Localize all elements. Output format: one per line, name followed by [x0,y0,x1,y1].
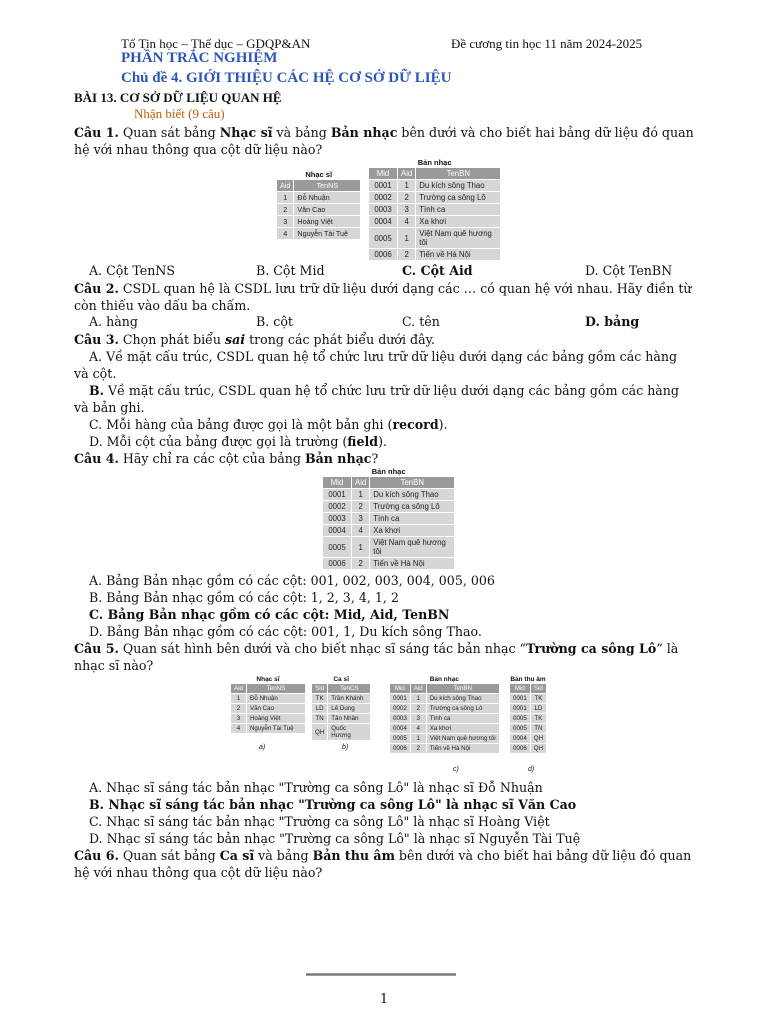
q2-option-c: C. tên [402,314,440,329]
table-title: Bản nhạc [371,467,406,476]
table-cell: 0004 [390,724,410,733]
table-cell: Xa khơi [427,724,499,733]
question-6-line2: hệ với nhau thông qua cột dữ liệu nào? [74,865,323,880]
q1-option-b: B. Cột Mid [256,263,325,278]
table-cell: 0006 [390,744,410,753]
table-cell: 2 [398,192,415,203]
table-row [277,216,360,227]
table-row [369,228,500,248]
q5-table-ban-thu-am: Bản thu âm Mid Sid 0001 TK 0001 LD 0005 TK 0005 TN 0004 QH 0006 QH [510,676,546,752]
data-table [311,683,371,741]
table-row [369,249,500,260]
table-cell: 0002 [390,704,410,713]
table-cell: TK [531,694,546,703]
table-cell: 0001 [510,694,530,703]
q2-option-d: D. bảng [585,314,640,329]
table-cell: 2 [352,558,369,569]
table-header-cell: Aid [231,684,246,693]
table-cell: Việt Nam quê hương tôi [370,537,454,557]
table-row [390,704,499,713]
table-row [510,724,546,733]
table-cell: Trường ca sông Lô [370,501,454,512]
question-4: Câu 4. Hãy chỉ ra các cột của bảng Bản nhạc? [74,451,379,466]
q4-option-b: B. Bảng Bản nhạc gồm có các cột: 1, 2, 3, 4, 1, 2 [89,590,399,605]
table-row [510,734,546,743]
q4-option-c: C. Bảng Bản nhạc gồm có các cột: Mid, Aid, TenBN [89,607,450,622]
table-cell: Trần Khánh [328,694,370,703]
table-row [510,704,546,713]
table-cell: Đỗ Nhuận [294,192,360,203]
table-row [390,744,499,753]
q5-table-ban-nhac: Bản nhạc Mid Aid TenBN 0001 1 Du kích sông Thao 0002 2 Trường ca sông Lô 0003 3 Tình ca 0004 4 Xa khơi 0005 1 Việt Nam quê hương tôi 0006 2 Tiến về Hà Nội [389,676,500,754]
table-row [510,714,546,723]
table-cell: Văn Cao [294,204,360,215]
figure-label-c: c) [453,766,459,773]
q3-option-a: A. Về mặt cấu trúc, CSDL quan hệ tổ chức lưu trữ dữ liệu dưới dạng các bảng gồm các hàng [89,349,678,364]
lesson-title: BÀI 13. CƠ SỞ DỮ LIỆU QUAN HỆ [74,90,282,105]
table-cell: 3 [231,714,246,723]
table-cell: 4 [231,724,246,733]
table-cell: 3 [277,216,293,227]
table-row [277,192,360,203]
table-header-cell: Aid [398,168,415,179]
table-header-cell: TenNS [294,180,360,191]
table-cell: 1 [352,537,369,557]
q5-option-b: B. Nhạc sĩ sáng tác bản nhạc "Trường ca sông Lô" là nhạc sĩ Văn Cao [89,797,577,812]
question-2-line2: còn thiếu vào dấu ba chấm. [74,298,251,313]
table-cell: 0005 [369,228,397,248]
data-table [368,167,501,261]
table-row [277,180,360,191]
table-cell: 4 [398,216,415,227]
table-cell: 0003 [323,513,351,524]
table-row [510,694,546,703]
table-header-cell: Aid [411,684,426,693]
table-cell: 0001 [369,180,397,191]
table-row [323,513,454,524]
section-title: PHẦN TRẮC NGHIỆM [121,50,278,66]
table-row [390,694,499,703]
table-title: Bản nhạc [417,158,452,167]
table-row [312,684,370,693]
table-row [390,714,499,723]
table-row [390,684,499,693]
table-cell: 0005 [390,734,410,743]
table-cell: 2 [411,704,426,713]
page-number: 1 [379,992,389,1007]
question-1-line2: hệ với nhau thông qua cột dữ liệu nào? [74,142,323,157]
data-table [230,683,306,734]
table-cell: Lê Dung [328,704,370,713]
table-cell: 1 [231,694,246,703]
table-header-cell: Mid [390,684,410,693]
table-cell: 4 [277,228,293,239]
table-cell: 0001 [323,489,351,500]
table-cell: TN [312,714,327,723]
table-cell: Trường ca sông Lô [416,192,500,203]
table-cell: 2 [352,501,369,512]
q3-option-a-line2: và cột. [74,366,117,381]
table-row [312,714,370,723]
level-label: Nhận biết (9 câu) [134,106,225,121]
question-2: Câu 2. CSDL quan hệ là CSDL lưu trữ dữ liệu dưới dạng các … có quan hệ với nhau. Hãy điền từ [74,281,692,296]
question-6: Câu 6. Quan sát bảng Ca sĩ và bảng Bản thu âm bên dưới và cho biết hai bảng dữ liệu đó quan [74,848,692,863]
question-3: Câu 3. Chọn phát biểu sai trong các phát biểu dưới đây. [74,332,436,347]
q5-table-ca-si: Ca sĩ Sid TenCS TK Trần Khánh LD Lê Dung TN Tân Nhân QH Quốc Hương [311,676,371,741]
table-cell: Nguyễn Tài Tuệ [294,228,360,239]
q4-option-a: A. Bảng Bản nhạc gồm có các cột: 001, 002, 003, 004, 005, 006 [89,573,495,588]
table-row [231,704,305,713]
table-header-cell: Sid [312,684,327,693]
topic-title: Chủ đề 4. GIỚI THIỆU CÁC HỆ CƠ SỞ DỮ LIỆU [121,70,452,86]
table-cell: Tiến về Hà Nội [427,744,499,753]
table-cell: 0004 [369,216,397,227]
table-row [323,537,454,557]
question-label: Câu 3. [74,332,119,347]
table-header-cell: Sid [531,684,546,693]
table-row [323,558,454,569]
question-label: Câu 5. [74,641,119,656]
table-row [369,168,500,179]
table-row [323,489,454,500]
table-cell: 0002 [323,501,351,512]
table-cell: 4 [411,724,426,733]
footer-divider [306,973,456,976]
table-row [369,192,500,203]
table-header-cell: Mid [323,477,351,488]
table-cell: Tân Nhân [328,714,370,723]
table-cell: 0006 [323,558,351,569]
data-table [322,476,455,570]
table-cell: Tình ca [370,513,454,524]
figure-label-a: a) [259,744,266,751]
table-row [312,704,370,713]
table-cell: Đỗ Nhuận [247,694,305,703]
table-cell: Hoàng Việt [294,216,360,227]
table-cell: 3 [352,513,369,524]
table-header-cell: Aid [277,180,293,191]
data-table [509,683,547,754]
figure-label-b: b) [342,744,349,751]
table-cell: 0001 [510,704,530,713]
q1-option-c: C. Cột Aid [402,263,473,278]
table-cell: 0003 [369,204,397,215]
table-cell: Việt Nam quê hương tôi [416,228,500,248]
table-row [323,525,454,536]
header-left: Tổ Tin học – Thể dục – GDQP&AN [121,36,311,51]
table-row [277,228,360,239]
table-row [390,734,499,743]
table-cell: 0001 [390,694,410,703]
table-cell: Văn Cao [247,704,305,713]
table-row [510,684,546,693]
table-cell: 1 [398,180,415,191]
table-cell: 2 [398,249,415,260]
table-row [231,724,305,733]
table-title: Nhạc sĩ [305,170,333,179]
table-cell: LD [531,704,546,713]
table-cell: TN [531,724,546,733]
table-header-cell: Aid [352,477,369,488]
table-nhac-si [276,170,361,240]
q3-option-c: C. Mỗi hàng của bảng được gọi là một bản ghi (record). [89,417,448,432]
table-ban-nhac-q4 [322,467,455,570]
table-row [369,204,500,215]
q3-option-d: D. Mỗi cột của bảng được gọi là trường (field). [89,434,387,449]
table-cell: LD [312,704,327,713]
table-header-cell: TenNS [247,684,305,693]
q4-option-d: D. Bảng Bản nhạc gồm có các cột: 001, 1, Du kích sông Thao. [89,624,482,639]
table-cell: Tiến về Hà Nội [370,558,454,569]
table-cell: 2 [277,204,293,215]
table-cell: Quốc Hương [328,724,370,740]
q3-option-b: B. Về mặt cấu trúc, CSDL quan hệ tổ chức lưu trữ dữ liệu dưới dạng các bảng gồm các hàng [89,383,679,398]
q2-option-a: A. hàng [89,314,138,329]
data-table [389,683,500,754]
question-label: Câu 2. [74,281,119,296]
table-row [277,204,360,215]
table-cell: Tình ca [416,204,500,215]
table-cell: 0005 [510,724,530,733]
table-cell: Xa khơi [370,525,454,536]
table-cell: Du kích sông Thao [416,180,500,191]
table-row [510,744,546,753]
table-cell: 0006 [369,249,397,260]
table-cell: 1 [411,734,426,743]
table-cell: Tiến về Hà Nội [416,249,500,260]
table-row [231,694,305,703]
table-header-cell: Mid [510,684,530,693]
question-label: Câu 4. [74,451,119,466]
question-label: Câu 6. [74,848,119,863]
q5-option-d: D. Nhạc sĩ sáng tác bản nhạc "Trường ca sông Lô" là nhạc sĩ Nguyễn Tài Tuệ [89,831,581,846]
table-header-cell: Mid [369,168,397,179]
header-right: Đề cương tin học 11 năm 2024-2025 [451,36,643,51]
table-cell: Trường ca sông Lô [427,704,499,713]
table-cell: QH [531,734,546,743]
table-row [231,684,305,693]
table-cell: TK [531,714,546,723]
table-cell: 2 [231,704,246,713]
table-cell: 1 [398,228,415,248]
table-header-cell: TenBN [370,477,454,488]
table-cell: Tình ca [427,714,499,723]
table-row [369,216,500,227]
question-5-line2: nhạc sĩ nào? [74,658,154,673]
table-cell: Nguyễn Tài Tuệ [247,724,305,733]
table-cell: TK [312,694,327,703]
table-row [323,501,454,512]
table-cell: Du kích sông Thao [427,694,499,703]
table-row [231,714,305,723]
question-1: Câu 1. Quan sát bảng Nhạc sĩ và bảng Bản nhạc bên dưới và cho biết hai bảng dữ liệu đó quan [74,125,694,140]
q5-option-c: C. Nhạc sĩ sáng tác bản nhạc "Trường ca sông Lô" là nhạc sĩ Hoàng Việt [89,814,550,829]
table-header-cell: TenBN [427,684,499,693]
table-row [312,694,370,703]
table-cell: 1 [277,192,293,203]
q1-option-d: D. Cột TenBN [585,263,673,278]
table-cell: 0004 [510,734,530,743]
table-header-cell: TenBN [416,168,500,179]
question-label: Câu 1. [74,125,119,140]
table-cell: QH [531,744,546,753]
q5-option-a: A. Nhạc sĩ sáng tác bản nhạc "Trường ca sông Lô" là nhạc sĩ Đỗ Nhuận [89,780,543,795]
q2-option-b: B. cột [256,314,293,329]
q1-option-a: A. Cột TenNS [89,263,176,278]
table-cell: Việt Nam quê hương tôi [427,734,499,743]
table-cell: 0003 [390,714,410,723]
table-row [390,724,499,733]
table-cell: 2 [411,744,426,753]
table-header-cell: TenCS [328,684,370,693]
figure-label-d: d) [528,766,535,773]
q3-option-b-line2: và bản ghi. [74,400,145,415]
table-row [369,180,500,191]
table-cell: Du kích sông Thao [370,489,454,500]
table-cell: QH [312,724,327,740]
table-cell: 0006 [510,744,530,753]
table-ban-nhac [368,158,501,261]
data-table [276,179,361,240]
table-cell: 1 [411,694,426,703]
table-cell: 4 [352,525,369,536]
table-cell: 0002 [369,192,397,203]
question-5: Câu 5. Quan sát hình bên dưới và cho biết nhạc sĩ sáng tác bản nhạc “Trường ca sông Lô” là [74,641,679,656]
table-cell: 0005 [323,537,351,557]
table-row [323,477,454,488]
table-cell: 0005 [510,714,530,723]
table-cell: 3 [398,204,415,215]
table-cell: 3 [411,714,426,723]
table-cell: Xa khơi [416,216,500,227]
table-cell: 0004 [323,525,351,536]
table-cell: Hoàng Việt [247,714,305,723]
table-row [312,724,370,740]
table-cell: 1 [352,489,369,500]
q5-table-nhac-si: Nhạc sĩ Aid TenNS 1 Đỗ Nhuận 2 Văn Cao 3 Hoàng Việt 4 Nguyễn Tài Tuệ [230,676,306,734]
